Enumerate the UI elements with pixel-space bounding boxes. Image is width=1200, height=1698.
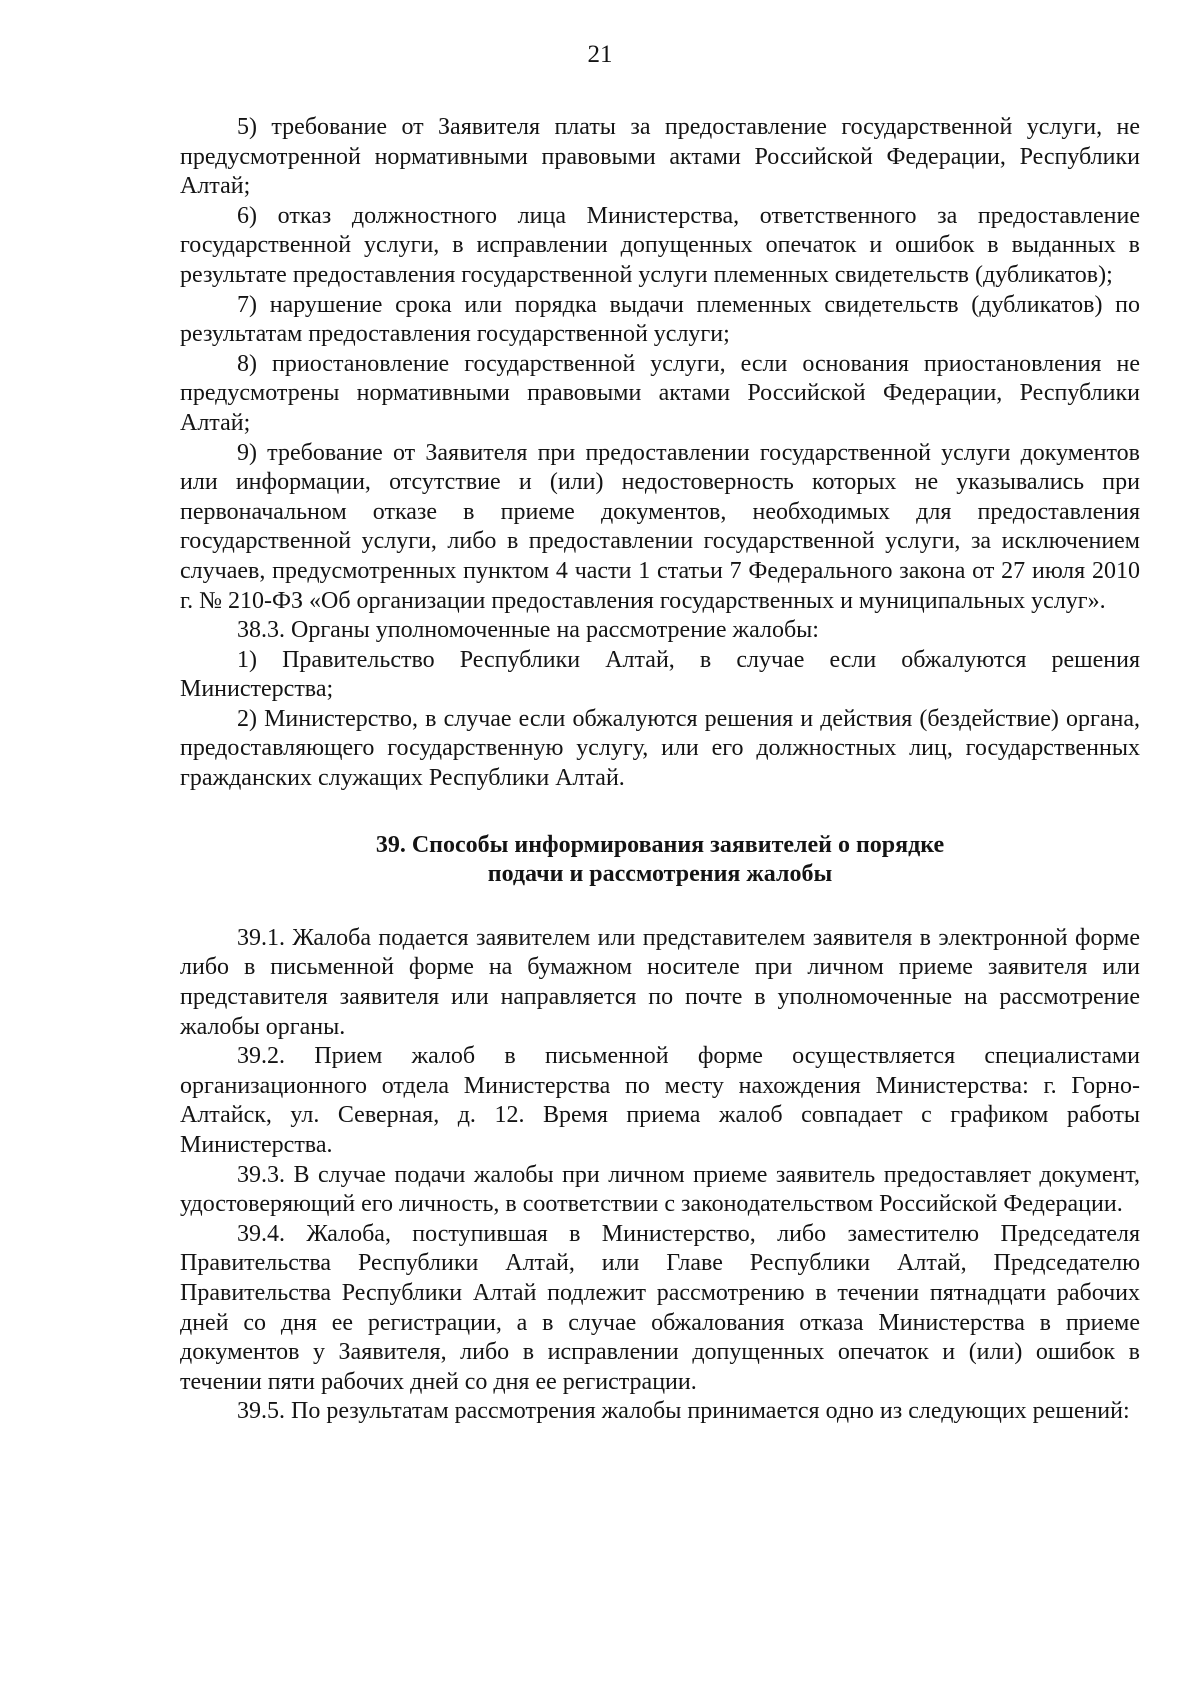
paragraph-item-6: 6) отказ должностного лица Министерства, ответственного за предоставление государственной услуги, в исправлении допущенных опечаток и ошибок в выданных в результате предоставления государственной услуги племенных свидетельств (дубликатов);: [180, 202, 1140, 288]
section-heading-line-1: 39. Способы информирования заявителей о порядке: [375, 831, 945, 858]
section-heading-39: [180, 831, 1140, 890]
paragraph-38-3-item-1: 1) Правительство Республики Алтай, в случае если обжалуются решения Министерства;: [180, 646, 1140, 703]
complaint-grounds-list: [180, 113, 1140, 794]
section-39-paragraphs: [180, 924, 1140, 1427]
paragraph-item-9: 9) требование от Заявителя при предоставлении государственной услуги документов или информации, отсутствие и (или) недостоверность которых не указывались при первоначальном отказе в приеме документов, необходимых для предоставления государственной услуги, либо в предоставлении государственной услуги, за исключением случаев, предусмотренных пунктом 4 части 1 статьи 7 Федерального закона от 27 июля 2010 г. № 210-ФЗ «Об организации предоставления государственных и муниципальных услуг».: [180, 439, 1140, 614]
page-number: 21: [587, 41, 613, 68]
paragraph-38-3-item-2: 2) Министерство, в случае если обжалуются решения и действия (бездействие) органа, предоставляющего государственную услугу, или его должностных лиц, государственных гражданских служащих Республики Алтай.: [180, 705, 1140, 792]
paragraph-39-3: 39.3. В случае подачи жалобы при личном приеме заявитель предоставляет документ, удостоверяющий его личность, в соответствии с законодательством Российской Федерации.: [180, 1161, 1140, 1218]
document-body: [180, 113, 1140, 1427]
paragraph-39-2: 39.2. Прием жалоб в письменной форме осуществляется специалистами организационного отдела Министерства по месту нахождения Министерства: г. Горно-Алтайск, ул. Северная, д. 12. Время приема жалоб совпадает с графиком работы Министерства.: [180, 1043, 1140, 1158]
paragraph-item-5: 5) требование от Заявителя платы за предоставление государственной услуги, не предусмотренной нормативными правовыми актами Российской Федерации, Республики Алтай;: [180, 114, 1140, 200]
paragraph-39-1: 39.1. Жалоба подается заявителем или представителем заявителя в электронной форме либо в письменной форме на бумажном носителе при личном приеме заявителя или представителя заявителя или направляется по почте в уполномоченные на рассмотрение жалобы органы.: [180, 924, 1140, 1040]
paragraph-item-8: 8) приостановление государственной услуги, если основания приостановления не предусмотрены нормативными правовыми актами Российской Федерации, Республики Алтай;: [180, 350, 1140, 436]
section-heading-line-2: подачи и рассмотрения жалобы: [487, 861, 833, 888]
paragraph-39-5: 39.5. По результатам рассмотрения жалобы принимается одно из следующих решений:: [237, 1398, 1130, 1425]
paragraph-item-7: 7) нарушение срока или порядка выдачи племенных свидетельств (дубликатов) по результатам предоставления государственной услуги;: [180, 291, 1140, 348]
paragraph-39-4: 39.4. Жалоба, поступившая в Министерство, либо заместителю Председателя Правительства Республики Алтай, или Главе Республики Алтай, Председателю Правительства Республики Алтай подлежит рассмотрению в течении пятнадцати рабочих дней со дня ее регистрации, а в случае обжалования отказа Министерства в приеме документов у Заявителя, либо в исправлении допущенных опечаток и (или) ошибок в течении пяти рабочих дней со дня ее регистрации.: [180, 1220, 1140, 1395]
paragraph-38-3: 38.3. Органы уполномоченные на рассмотрение жалобы:: [237, 617, 819, 644]
